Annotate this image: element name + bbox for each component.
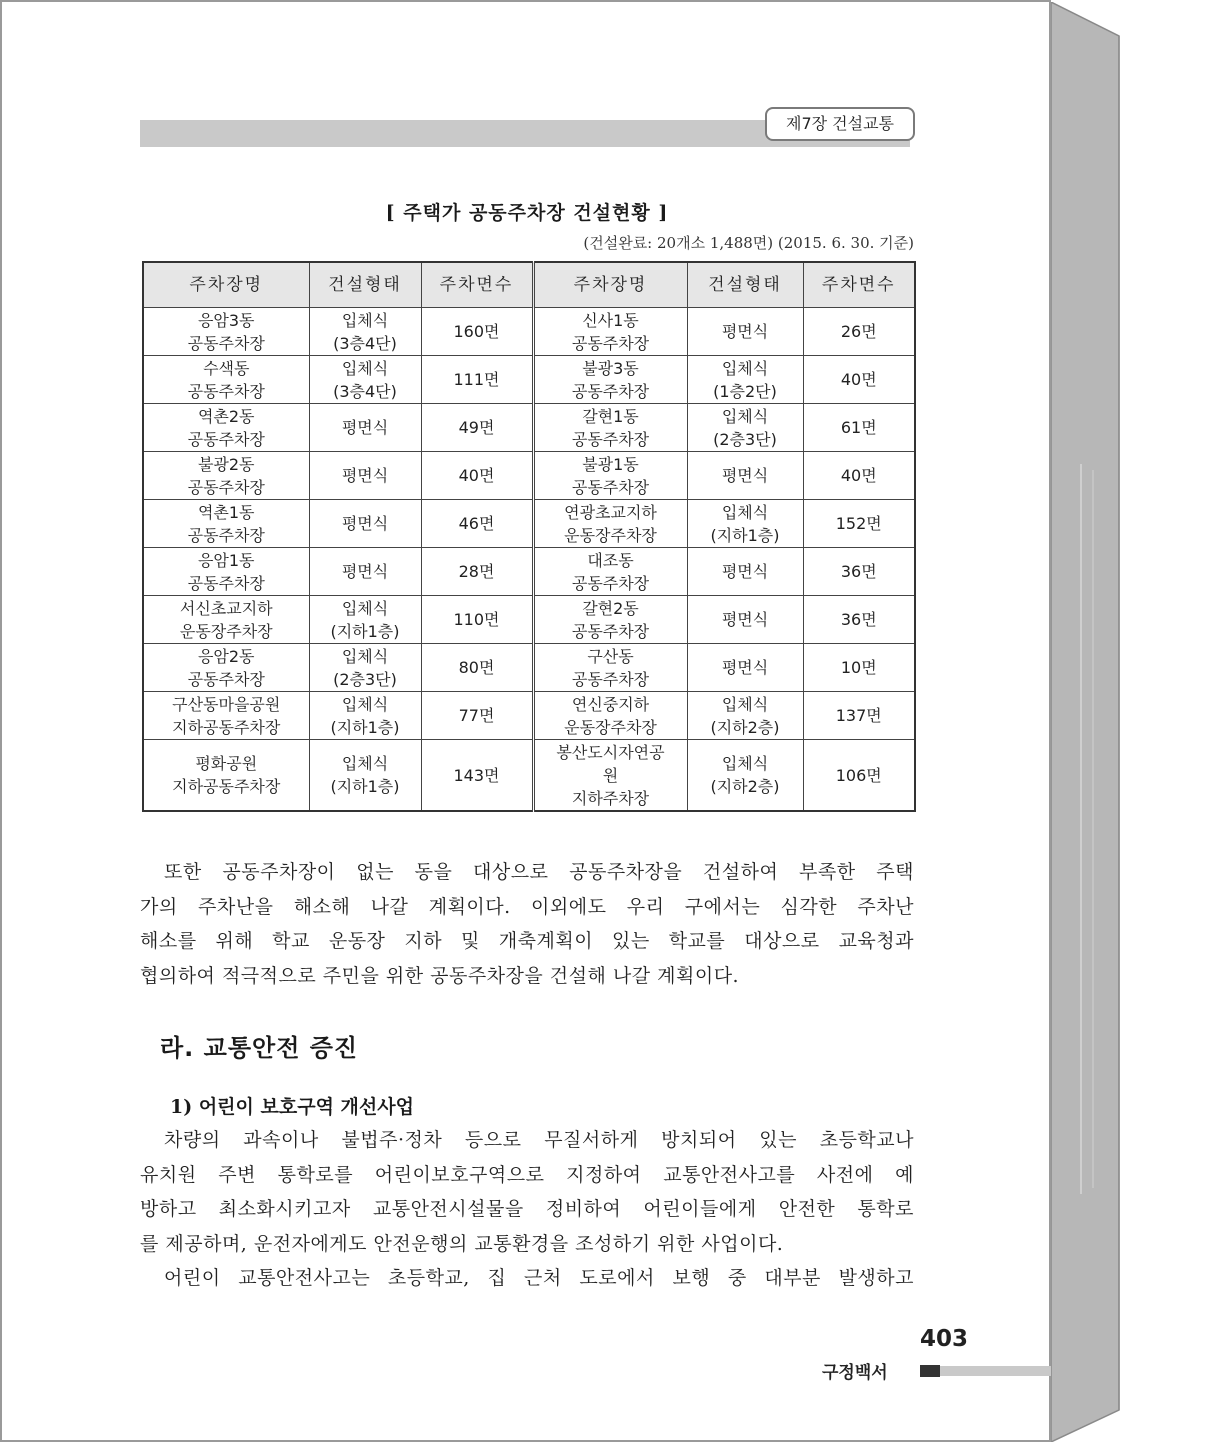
construction-type-cell <box>309 356 421 404</box>
paragraph-line: 유치원 주변 통학로를 어린이보호구역으로 지정하여 교통안전사고를 사전에 예 <box>140 1163 914 1186</box>
header-cell: 주차장명 <box>143 262 309 308</box>
parking-name-cell <box>143 500 309 548</box>
parking-count-cell: 61면 <box>803 404 915 452</box>
paragraph-parking-plan <box>140 855 914 993</box>
page-number: 403 <box>920 1326 969 1352</box>
header-cell: 주차면수 <box>421 262 533 308</box>
parking-name-line: 구산동마을공원 <box>172 694 281 714</box>
table-row <box>143 500 915 548</box>
parking-name-line: 수색동 <box>203 358 250 378</box>
construction-type-cell <box>687 692 803 740</box>
parking-count-cell: 10면 <box>803 644 915 692</box>
construction-type-line: 평면식 <box>721 322 769 341</box>
parking-name-line: 응암1동 <box>197 550 255 570</box>
parking-name-cell <box>533 356 687 404</box>
construction-type-line: 입체식 <box>721 754 769 773</box>
table-row <box>143 404 915 452</box>
construction-type-cell <box>309 404 421 452</box>
construction-type-cell <box>309 452 421 500</box>
table-row <box>143 356 915 404</box>
parking-name-line: 응암3동 <box>197 310 255 330</box>
footer-marker <box>920 1365 940 1377</box>
paragraph-line: 를 제공하며, 운전자에게도 안전운행의 교통환경을 조성하기 위한 사업이다. <box>140 1232 784 1255</box>
construction-type-cell <box>309 500 421 548</box>
parking-count-cell: 77면 <box>421 692 533 740</box>
header-cell: 건설형태 <box>309 262 421 308</box>
table-row <box>143 596 915 644</box>
parking-name-line: 갈현2동 <box>582 598 639 618</box>
table-row <box>143 740 915 812</box>
parking-name-cell <box>533 404 687 452</box>
construction-type-cell <box>309 308 421 356</box>
parking-name-cell <box>143 356 309 404</box>
construction-type-cell <box>309 596 421 644</box>
construction-type-line: 입체식 <box>721 694 769 714</box>
parking-name-cell <box>143 308 309 356</box>
parking-name-line: 공동주차장 <box>187 669 265 689</box>
parking-name-line: 연신중지하 <box>571 694 650 714</box>
paragraph-line: 해소를 위해 학교 운동장 지하 및 개축계획이 있는 학교를 대상으로 교육청과 <box>140 930 914 952</box>
parking-name-cell <box>143 404 309 452</box>
parking-count-cell: 160면 <box>421 308 533 356</box>
subsection-heading: 1) 어린이 보호구역 개선사업 <box>170 1096 414 1118</box>
construction-type-line: (지하1층) <box>330 621 400 641</box>
construction-type-cell <box>687 740 803 812</box>
parking-name-line: 응암2동 <box>197 646 255 666</box>
parking-name-line: 불광1동 <box>582 454 639 474</box>
parking-name-line: 갈현1동 <box>582 406 639 426</box>
parking-name-line: 공동주차장 <box>187 573 265 593</box>
table-title: [ 주택가 공동주차장 건설현황 ] <box>385 202 669 224</box>
parking-name-cell <box>533 692 687 740</box>
parking-name-line: 공동주차장 <box>571 573 650 593</box>
paragraph-line: 어린이 교통안전사고는 초등학교, 집 근처 도로에서 보행 중 대부분 발생하고 <box>164 1267 914 1289</box>
parking-name-cell <box>533 740 687 812</box>
header-cell: 주차면수 <box>803 262 915 308</box>
construction-type-line: 입체식 <box>341 754 389 773</box>
construction-type-line: 입체식 <box>341 598 389 618</box>
construction-type-line: 입체식 <box>721 502 769 522</box>
paragraph-line: 협의하여 적극적으로 주민을 위한 공동주차장을 건설해 나갈 계획이다. <box>140 964 740 987</box>
table-row <box>143 452 915 500</box>
construction-type-cell <box>309 692 421 740</box>
parking-name-line: 불광2동 <box>197 454 255 474</box>
parking-name-line: 운동장주차장 <box>179 621 273 641</box>
parking-name-line: 봉산도시자연공 <box>556 742 665 762</box>
parking-name-line: 공동주차장 <box>187 525 265 545</box>
parking-name-line: 공동주차장 <box>571 621 650 641</box>
parking-name-line: 공동주차장 <box>571 333 650 353</box>
parking-name-line: 공동주차장 <box>571 429 650 449</box>
construction-type-cell <box>687 548 803 596</box>
parking-name-line: 공동주차장 <box>187 333 265 353</box>
paragraph-line: 또한 공동주차장이 없는 동을 대상으로 공동주차장을 건설하여 부족한 주택 <box>164 861 914 883</box>
footer-bar <box>940 1366 1052 1376</box>
parking-count-cell: 40면 <box>421 452 533 500</box>
construction-type-line: 입체식 <box>721 406 769 426</box>
parking-name-line: 공동주차장 <box>571 381 650 401</box>
parking-count-cell: 106면 <box>803 740 915 812</box>
parking-count-cell: 143면 <box>421 740 533 812</box>
paragraph-line: 가의 주차난을 해소해 나갈 계획이다. 이외에도 우리 구에서는 심각한 주차난 <box>140 895 914 918</box>
table-body <box>143 308 915 812</box>
parking-name-line: 지하공동주차장 <box>172 777 281 796</box>
construction-type-line: 입체식 <box>341 646 389 666</box>
parking-name-line: 역촌1동 <box>197 502 255 522</box>
construction-type-line: (지하1층) <box>710 525 780 545</box>
table-row <box>143 644 915 692</box>
parking-name-cell <box>143 644 309 692</box>
table-row <box>143 548 915 596</box>
parking-table <box>142 261 916 812</box>
construction-type-line: 입체식 <box>341 358 389 378</box>
construction-type-line: 입체식 <box>341 310 389 330</box>
construction-type-line: 평면식 <box>721 466 769 485</box>
parking-count-cell: 28면 <box>421 548 533 596</box>
parking-name-cell <box>533 308 687 356</box>
parking-name-line: 운동장주차장 <box>564 717 657 737</box>
header-cell: 건설형태 <box>687 262 803 308</box>
construction-type-line: (2층3단) <box>333 669 397 689</box>
construction-type-cell <box>309 740 421 812</box>
parking-name-line: 평화공원 <box>195 754 258 773</box>
header-cell: 주차장명 <box>533 262 687 308</box>
parking-count-cell: 110면 <box>421 596 533 644</box>
construction-type-line: 평면식 <box>341 562 389 581</box>
parking-name-line: 역촌2동 <box>197 406 255 426</box>
parking-name-cell <box>143 740 309 812</box>
parking-count-cell: 80면 <box>421 644 533 692</box>
construction-type-line: 입체식 <box>721 358 769 378</box>
table-header-row <box>143 262 915 308</box>
parking-name-line: 운동장주차장 <box>564 525 657 545</box>
parking-count-cell: 26면 <box>803 308 915 356</box>
construction-type-cell <box>309 548 421 596</box>
parking-count-cell: 36면 <box>803 596 915 644</box>
parking-name-line: 지하주차장 <box>571 788 650 808</box>
parking-name-cell <box>143 452 309 500</box>
parking-count-cell: 36면 <box>803 548 915 596</box>
construction-type-line: (지하1층) <box>330 777 400 796</box>
parking-count-cell: 40면 <box>803 356 915 404</box>
parking-name-line: 공동주차장 <box>187 381 265 401</box>
construction-type-cell <box>687 308 803 356</box>
parking-count-cell: 111면 <box>421 356 533 404</box>
parking-name-line: 신사1동 <box>582 310 639 330</box>
parking-name-cell <box>143 548 309 596</box>
parking-count-cell: 40면 <box>803 452 915 500</box>
chapter-tab: 제7장 건설교통 <box>765 107 915 141</box>
parking-count-cell: 137면 <box>803 692 915 740</box>
parking-name-line: 서신초교지하 <box>179 598 273 618</box>
footer-label: 구정백서 <box>822 1363 888 1383</box>
construction-type-cell <box>687 644 803 692</box>
construction-type-line: 평면식 <box>341 418 389 437</box>
construction-type-line: 평면식 <box>721 562 769 581</box>
construction-type-cell <box>687 596 803 644</box>
construction-type-line: (3층4단) <box>333 381 397 401</box>
parking-name-cell <box>143 596 309 644</box>
table-note: (건설완료: 20개소 1,488면) (2015. 6. 30. 기준) <box>583 234 914 252</box>
construction-type-line: (2층3단) <box>713 429 777 449</box>
parking-name-cell <box>533 452 687 500</box>
paragraph-line: 방하고 최소화시키고자 교통안전시설물을 정비하여 어린이들에게 안전한 통학로 <box>140 1198 914 1220</box>
parking-count-cell: 49면 <box>421 404 533 452</box>
construction-type-cell <box>687 500 803 548</box>
parking-name-line: 대조동 <box>587 550 634 570</box>
parking-name-line: 불광3동 <box>582 358 639 378</box>
parking-name-line: 공동주차장 <box>187 429 265 449</box>
parking-name-cell <box>533 548 687 596</box>
parking-name-line: 공동주차장 <box>571 669 650 689</box>
paragraph-line: 차량의 과속이나 불법주·정차 등으로 무질서하게 방치되어 있는 초등학교나 <box>164 1129 914 1151</box>
parking-name-cell <box>143 692 309 740</box>
construction-type-cell <box>687 452 803 500</box>
construction-type-cell <box>309 644 421 692</box>
construction-type-cell <box>687 356 803 404</box>
book-page-edges <box>1051 2 1123 1442</box>
construction-type-line: (지하1층) <box>330 717 400 737</box>
parking-name-line: 원 <box>602 765 619 785</box>
table-row <box>143 692 915 740</box>
paragraph-school-zone <box>140 1123 914 1296</box>
construction-type-line: 평면식 <box>341 466 389 485</box>
parking-count-cell: 46면 <box>421 500 533 548</box>
construction-type-line: 입체식 <box>341 694 389 714</box>
table-row <box>143 308 915 356</box>
parking-count-cell: 152면 <box>803 500 915 548</box>
parking-name-line: 지하공동주차장 <box>172 717 281 737</box>
parking-name-line: 연광초교지하 <box>564 502 657 522</box>
parking-name-line: 구산동 <box>587 646 634 666</box>
parking-name-line: 공동주차장 <box>187 477 265 497</box>
parking-name-cell <box>533 500 687 548</box>
construction-type-line: (1층2단) <box>713 381 777 401</box>
section-heading: 라. 교통안전 증진 <box>160 1034 359 1062</box>
construction-type-cell <box>687 404 803 452</box>
parking-name-cell <box>533 644 687 692</box>
construction-type-line: 평면식 <box>721 610 769 629</box>
construction-type-line: (3층4단) <box>333 333 397 353</box>
parking-name-cell <box>533 596 687 644</box>
construction-type-line: 평면식 <box>721 658 769 677</box>
construction-type-line: 평면식 <box>341 514 389 533</box>
construction-type-line: (지하2층) <box>710 777 780 796</box>
construction-type-line: (지하2층) <box>710 717 780 737</box>
parking-name-line: 공동주차장 <box>571 477 650 497</box>
